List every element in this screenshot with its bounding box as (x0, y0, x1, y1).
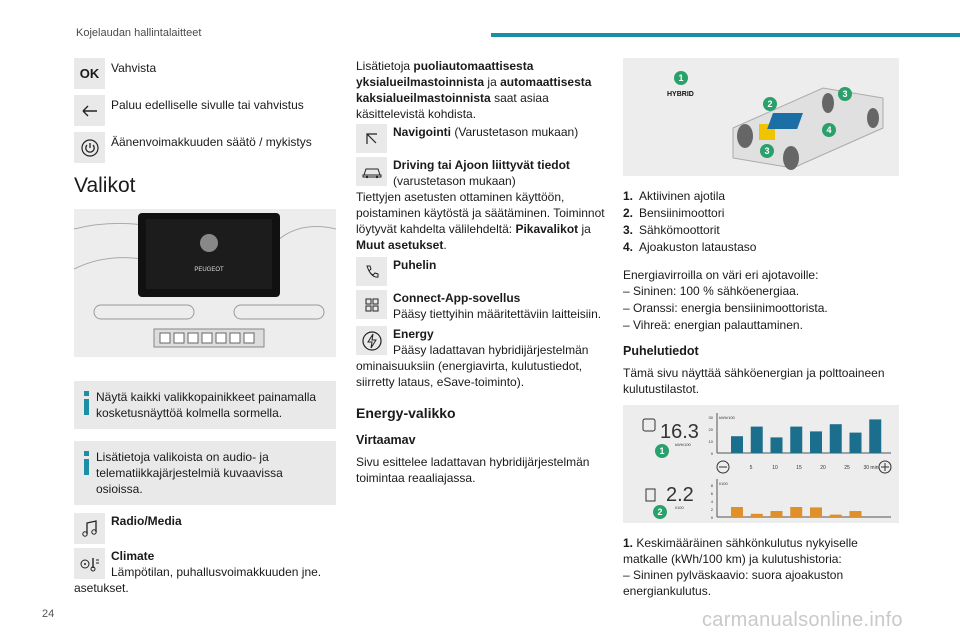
bar-bottom-1 (751, 514, 763, 517)
page-number: 24 (42, 608, 55, 620)
bar-bottom-4 (810, 507, 822, 517)
ok-icon-text: OK (79, 65, 100, 81)
other-settings-label: Muut asetukset (356, 238, 444, 252)
icon-label-volume: Äänenvoimakkuuden säätö / mykistys (111, 135, 312, 149)
navigation-label: Navigointi (393, 125, 452, 139)
climate-text: Lämpötilan, puhallusvoimakkuuden jne. asetukset. (74, 565, 322, 595)
radio-media-label: Radio/Media (111, 514, 182, 528)
navigation-icon (356, 124, 387, 153)
settings-end: . (443, 238, 447, 252)
ytick-top-1: 20 (708, 427, 713, 432)
settings-and: ja (578, 222, 591, 236)
ytick-top-3: 0 (710, 451, 713, 456)
axis-bottom-unit: l/100 (719, 481, 728, 486)
ok-icon (74, 58, 105, 89)
quick-menus-label: Pikavalikot (515, 222, 579, 236)
legend-number: 1. (623, 536, 634, 550)
bar-bottom-3 (790, 507, 802, 517)
svg-text:1: 1 (659, 446, 665, 456)
cons1-value: 16.3 (660, 421, 699, 443)
xtick-0: 5 (749, 465, 753, 471)
cons2-unit: l/100 (675, 505, 684, 510)
call-info-heading: Puhelutiedot (623, 344, 699, 358)
music-note-icon (74, 513, 105, 544)
cons2-value: 2.2 (666, 484, 694, 506)
list-item: 2. Bensiinimoottori (623, 206, 725, 220)
energy-bolt-icon (356, 326, 387, 355)
callout-3: 3 (842, 89, 848, 99)
list-item: 3. Sähkömoottorit (623, 223, 720, 237)
cons1-unit: kWh/100 (675, 442, 691, 447)
bar-bottom-0 (731, 507, 743, 517)
intro-text-a: Lisätietoja (356, 59, 414, 73)
icon-label-confirm: Vahvista (111, 61, 157, 75)
xtick-5: 30 min (863, 465, 879, 471)
brand-text: PEUGEOT (194, 267, 224, 273)
energy-text: Pääsy ladattavan hybridijärjestelmän ominaisuuksiin (energiavirta, kulutustiedot, siirretty lataus, eSave-toiminto). (356, 343, 589, 389)
column-3 (623, 58, 903, 599)
climate-intro (356, 58, 608, 122)
dashboard-illustration (74, 209, 336, 357)
settings-text: Tiettyjen asetusten ottaminen käyttöön, poistaminen käytöstä ja säätäminen. Toiminnot löytyvät kahdelta välilehdeltä: (356, 190, 605, 236)
callout-3b: 3 (764, 146, 770, 156)
energy-menu-heading: Energy-valikko (356, 405, 456, 421)
callout-4: 4 (826, 125, 832, 135)
power-icon (74, 132, 105, 163)
intro-bold-b: puoliautomaattisesta yksialueilmastoinnista (356, 59, 534, 89)
callout-2: 2 (767, 99, 773, 109)
driving-label: Driving tai Ajoon liittyvät tiedot (393, 158, 570, 172)
navigation-note: (Varustetason mukaan) (451, 125, 579, 139)
color-item: – Vihreä: energian palauttaminen. (623, 318, 803, 332)
list-item: 4. Ajoakuston lataustaso (623, 240, 757, 254)
colors-intro: Energiavirroilla on väri eri ajotavoille: (623, 268, 819, 282)
bar-bottom-2 (771, 511, 783, 517)
watermark: carmanualsonline.info (702, 609, 903, 631)
section-header: Kojelaudan hallintalaitteet (76, 27, 202, 39)
connect-app-text: Pääsy tiettyihin määritettäviin laitteisiin. (393, 307, 602, 321)
bar-bottom-6 (850, 511, 862, 517)
component-list (623, 188, 903, 255)
info-note-1 (74, 381, 336, 429)
menus-title: Valikot (74, 174, 136, 197)
legend-text: Keskimääräinen sähkönkulutus nykyiselle matkalle (kWh/100 km) ja kulutushistoria: (623, 536, 858, 566)
ytick-bottom-3: 2 (710, 507, 713, 512)
xtick-4: 25 (844, 465, 850, 471)
intro-text-e: saat asiaa käsittelevistä kohdista. (356, 91, 549, 121)
axis-top-unit: kWh/100 (719, 415, 735, 420)
climate-title: Climate (111, 549, 155, 563)
legend-paragraph (623, 535, 903, 567)
icon-label-back: Paluu edelliselle sivulle tai vahvistus (111, 98, 304, 112)
column-1 (74, 58, 336, 600)
ytick-bottom-1: 6 (710, 491, 713, 496)
consumption-readouts (643, 419, 699, 519)
xtick-2: 15 (796, 465, 802, 471)
bar-bottom-5 (830, 515, 842, 517)
call-info-text: Tämä sivu näyttää sähköenergian ja polttoaineen kulutustilastot. (623, 366, 885, 396)
intro-bold-d: automaattisesta kaksialueilmastoinnista (356, 75, 592, 105)
note-2-text: Lisätietoja valikoista on audio- ja telematiikkajärjestelmiä kuvaavissa osioissa. (96, 450, 283, 496)
ytick-top-2: 10 (708, 439, 713, 444)
hybrid-label: HYBRID (667, 91, 694, 98)
info-icon (84, 391, 89, 415)
legend-dash-item: – Sininen pylväskaavio: suora ajoakuston energiankulutus. (623, 568, 844, 598)
svg-text:2: 2 (657, 507, 663, 517)
driving-note: (varustetason mukaan) (393, 174, 516, 188)
header-accent-bar (491, 33, 960, 37)
car-icon (356, 157, 387, 186)
column-2 (356, 58, 608, 494)
ytick-bottom-4: 0 (710, 515, 713, 520)
ytick-bottom-0: 8 (710, 483, 713, 488)
ytick-top-0: 30 (708, 415, 713, 420)
settings-paragraph (356, 189, 608, 253)
info-note-2 (74, 441, 336, 505)
flow-text: Sivu esittelee ladattavan hybridijärjestelmän toimintaa reaaliajassa. (356, 455, 590, 485)
intro-text-c: ja (484, 75, 501, 89)
connect-app-label: Connect-App-sovellus (393, 291, 521, 305)
apps-grid-icon (356, 290, 387, 319)
climate-icon (74, 548, 105, 579)
ytick-bottom-2: 4 (710, 499, 713, 504)
phone-label: Puhelin (393, 258, 437, 272)
colors-list (623, 283, 903, 333)
xtick-3: 20 (820, 465, 826, 471)
xtick-1: 10 (772, 465, 778, 471)
info-icon (84, 451, 89, 475)
color-item: – Oranssi: energia bensiinimoottorista. (623, 301, 828, 315)
list-item: 1. Aktiivinen ajotila (623, 189, 726, 203)
phone-icon (356, 257, 387, 286)
note-1-text: Näytä kaikki valikkopainikkeet painamalla kosketusnäyttöä kolmella sormella. (96, 390, 317, 420)
hybrid-diagram (623, 58, 899, 176)
fuel-pump-icon (646, 489, 655, 501)
back-arrow-icon (74, 95, 105, 126)
energy-label: Energy (393, 327, 434, 341)
ev-charge-icon (643, 419, 655, 431)
consumption-chart-panel (623, 405, 899, 523)
callout-1: 1 (678, 73, 684, 83)
flow-heading: Virtaamav (356, 433, 416, 447)
color-item: – Sininen: 100 % sähköenergiaa. (623, 284, 800, 298)
